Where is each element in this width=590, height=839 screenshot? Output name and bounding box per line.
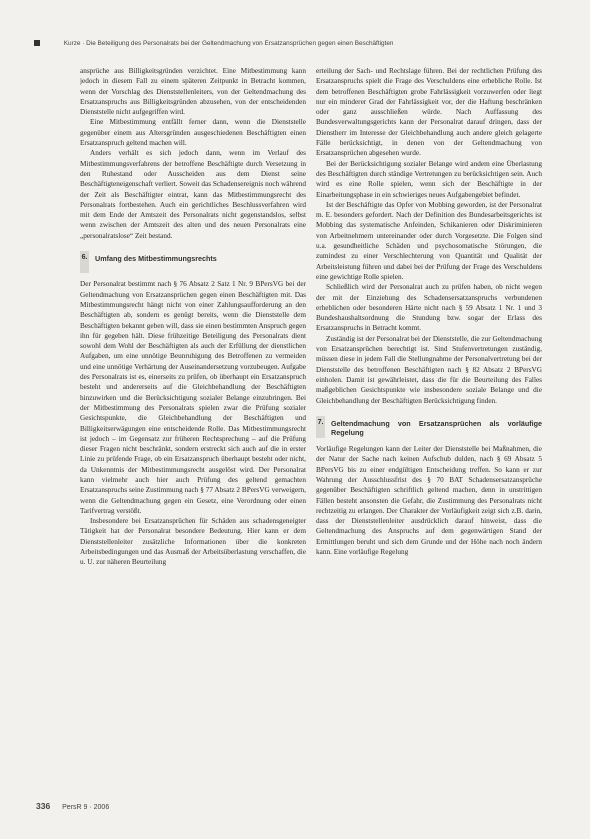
section-title: Umfang des Mitbestimmungsrechts [95, 254, 217, 264]
body-paragraph: Anders verhält es sich jedoch dann, wenn im Verlauf des Mitbestimmungsverfahrens der betroffene Beschäftigte durch Versetzung in den Ruhestand oder Ausscheiden aus dem Dienst seine Beschäftigteneigenschaft verliert. Soweit das Schadensereignis noch während der Zeit als Beschäftigter eintrat, kann das Mitbestimmungsrecht des Personalrats fortbestehen. Auch ein gerichtliches Beschlussverfahren wird mit dem Ende der Amtszeit des Personalrats nicht gegenstandslos, selbst wenn zwischen der Amtszeit des alten und des neuen Personalrats eine „personalratslose“ Zeit bestand. [80, 149, 306, 240]
section-number: 7. [316, 416, 325, 438]
page-number: 336 [36, 801, 51, 811]
body-paragraph: Eine Mitbestimmung entfällt ferner dann, wenn die Dienststelle gegenüber einem aus Altersgründen ausgeschiedenen Beschäftigten einen Ersatzanspruch geltend machen will. [80, 118, 306, 148]
right-column [316, 66, 542, 806]
section-heading-6 [80, 251, 306, 273]
body-paragraph: Insbesondere bei Ersatzansprüchen für Schäden aus schadensgeneigter Tätigkeit hat der Personalrat besondere Bedeutung. Hier kann er dem Dienststellenleiter zusätzliche Informationen über die konkreten Arbeitsbedingungen und das Ausmaß der Arbeitsüberlastung verschaffen, die u. U. zur näheren Beurteilung [80, 517, 306, 567]
running-header [34, 40, 556, 54]
page-footer [36, 801, 236, 815]
body-paragraph: erteilung der Sach- und Rechtslage führen. Bei der rechtlichen Prüfung des Ersatzanspruchs spielt die Frage des Verschuldens eine erhebliche Rolle. Ist dem betroffenen Beschäftigten grobe Fahrlässigkeit vorzuwerfen oder liegt nur ein minderer Grad der Fahrlässigkeit vor, der die Haftung beschränken oder ganz ausschließen würde. Nach Auffassung des Bundesverwaltungsgerichts kann der Personalrat darauf dringen, dass der Dienstherr im Interesse der Gleichbehandlung auch andere gleich gelagerte Fälle berücksichtigt, in denen von der Geltendmachung von Ersatzansprüchen abgesehen wurde. [316, 67, 542, 158]
running-title: Kurze · Die Beteiligung des Personalrats bei der Geltendmachung von Ersatzansprüchen gegen einen Beschäftigten [63, 40, 394, 47]
section-title: Geltendmachung von Ersatzansprüchen als vorläufige Regelung [331, 418, 542, 438]
body-paragraph: Schließlich wird der Personalrat auch zu prüfen haben, ob nicht wegen der mit der Einziehung des Schadensersatzanspruchs verbundenen erheblichen oder besonderen Härte nicht nach § 59 Absatz 1 Nr. 1 und 3 Bundeshaushaltsordnung die Stundung bzw. sogar der Erlass des Ersatzanspruchs in Betracht kommt. [316, 283, 542, 333]
body-paragraph: Der Personalrat bestimmt nach § 76 Absatz 2 Satz 1 Nr. 9 BPersVG bei der Geltendmachung von Ersatzansprüchen gegen einen Beschäftigten mit. Das Mitbestimmungsrecht hängt nicht von einer Zahlungsaufforderung an den Beschäftigten ab, sondern es genügt bereits, wenn die Dienststelle dem Beschäftigten bekannt geben will, dass sie einen bestimmten Anspruch gegen ihn für gegeben hält. Diese frühzeitige Beteiligung des Personalrats dient sowohl dem Wohl der Beschäftigten als auch der Erfüllung der dienstlichen Aufgaben, um eine unnötige Beunruhigung des Betroffenen zu vermeiden und eine unnötige Verhärtung der Auseinandersetzung vorzubeugen. Aufgabe des Personalrats ist es, einerseits zu prüfen, ob überhaupt ein Ersatzanspruch besteht und andererseits auf die Gleichbehandlung der Beschäftigten hinzuwirken und die Berücksichtigung sozialer Belange einzubringen. Bei der Mitbestimmung des Personalrats spielen zwar die Prüfung sozialer Gesichtspunkte, die Gleichbehandlung der Beschäftigten und Billigkeitserwägungen eine entscheidende Rolle. Das Mitbestimmungsrecht ist jedoch – im Gegensatz zur früheren Rechtsprechung – auf die Prüfung dieser Fragen nicht beschränkt, sondern erstreckt sich auch auf die in erster Linie zu prüfende Frage, ob ein Ersatzanspruch überhaupt besteht oder nicht, da Unkenntnis der Mitbestimmungsrecht ausgelöst wird. Der Personalrat kann vielmehr auch hier auch Prüfung des geltend gemachten Ersatzanspruchs seine Zustimmung nach § 77 Absatz 2 BPersVG verweigern, wenn die Geltendmachung gegen ein Gesetz, eine Verordnung oder einen Tarifvertrag verstößt. [80, 280, 306, 515]
header-square-marker [34, 40, 40, 46]
section-number: 6. [80, 251, 89, 273]
body-paragraph: Ist der Beschäftigte das Opfer von Mobbing geworden, ist der Personalrat m. E. besonders gefordert. Nach der Definition des Bundesarbeitsgerichts ist Mobbing das systematische Anfeinden, Schikanieren oder Diskriminieren von Arbeitnehmern untereinander oder durch Vorgesetzte. Die Folgen sind u.a. gesundheitliche Schäden und psychosomatische Störungen, die zumindest zu einer Verschlechterung von Quantität und Qualität der Arbeitsleistung führen und dabei bei der Prüfung der Frage des Verschuldens eine gewichtige Rolle spielen. [316, 200, 542, 281]
body-paragraph: Zuständig ist der Personalrat bei der Dienststelle, die zur Geltendmachung von Ersatzansprüchen berechtigt ist. Sind Stufenvertretungen zuständig, müssen diese in jedem Fall die Stellungnahme der Personalvertretung bei der Dienststelle des betroffenen Beschäftigten nach § 82 Absatz 2 BPersVG einholen. Damit ist gewährleistet, dass die für die Beurteilung des Falles maßgeblichen Gesichtspunkte wie insbesondere soziale Belange und die Gleichbehandlung der Beschäftigten Berücksichtigung finden. [316, 334, 542, 405]
journal-citation: PersR 9 · 2006 [62, 804, 110, 811]
section-heading-7 [316, 416, 542, 438]
body-paragraph: Vorläufige Regelungen kann der Leiter der Dienststelle bei Maßnahmen, die der Natur der Sache nach keinen Aufschub dulden, nach § 69 Absatz 5 BPersVG bis zu einer endgültigen Entscheidung treffen. So kann er zur Wahrung der Ausschlussfrist des § 70 BAT Schadensersatzansprüche gegenüber Beschäftigten schriftlich geltend machen, denn in unstrittigen Fällen besteht ansonsten die Gefahr, die Zustimmung des Personalrats nicht rechtzeitig zu erlangen. Der Charakter der Vorläufigkeit zeigt sich z.B. darin, dass der Dienststellenleiter ausdrücklich darauf hinweist, dass die Geltendmachung des Anspruchs auf dem gegenwärtigen Stand der Ermittlungen beruht und sich dem Grunde und der Höhe nach noch ändern kann. Eine vorläufige Regelung [316, 445, 542, 557]
body-paragraph: Bei der Berücksichtigung sozialer Belange wird andem eine Überlastung des Beschäftigten durch ständige Vertretungen zu berücksichtigen sein. Auch wird es eine Rolle spielen, wenn sich der Beschäftigte in der Einarbeitungsphase in ein schwieriges neues Aufgabengebiet befindet. [316, 159, 542, 199]
body-paragraph: ansprüche aus Billigkeitsgründen verzichtet. Eine Mitbestimmung kann jedoch in diesem Fall zu einem späteren Zeitpunkt in Betracht kommen, wenn der Vorschlag des Dienststellenleiters, von der Geltendmachung des Ersatzanspruchs aus Billigkeitsgründen abzusehen, von der entscheidenden Dienststelle nicht aufgegriffen wird. [80, 67, 306, 117]
left-column [80, 66, 306, 806]
